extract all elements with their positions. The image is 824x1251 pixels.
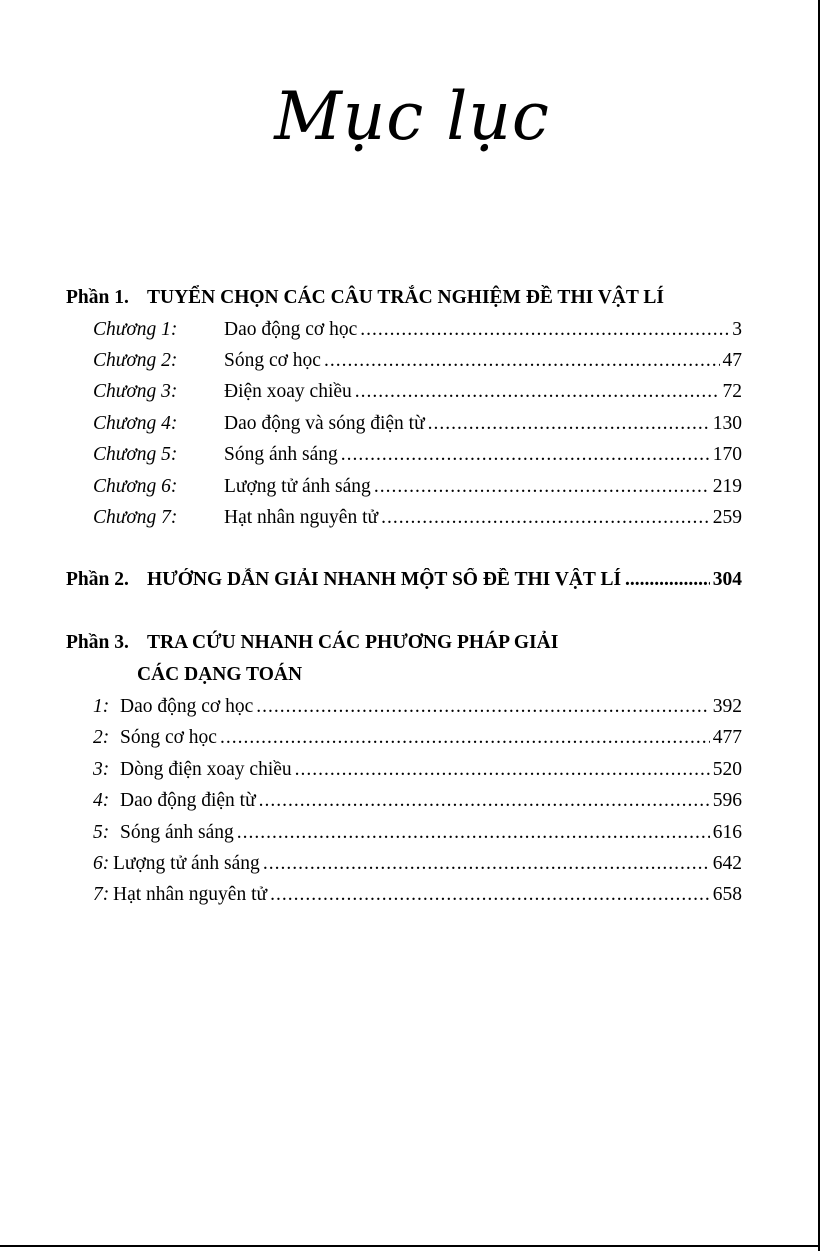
page-number: 3 [732,319,742,340]
chapter-label: Chương 5: [93,444,178,465]
chapter-label: Chương 2: [93,350,178,371]
toc-entry-part1-ch4[interactable] [93,412,742,436]
item-label: 4: [93,790,110,811]
part-3-title-line-2: CÁC DẠNG TOÁN [137,664,303,685]
chapter-title: Điện xoay chiều [224,381,352,402]
item-title: Sóng cơ học [120,727,217,748]
part-1-heading[interactable] [66,286,742,310]
page-number: 520 [712,759,742,780]
chapter-title: Sóng cơ học [224,350,321,371]
dot-leader [263,852,710,876]
page-number: 392 [712,696,742,717]
item-title: Hạt nhân nguyên tử [113,884,268,905]
chapter-title: Dao động và sóng điện từ [224,413,425,434]
dot-leader [360,318,729,342]
item-title: Dao động cơ học [120,696,254,717]
item-label: 1: [93,696,110,717]
part-2-title: HƯỚNG DẪN GIẢI NHANH MỘT SỐ ĐỀ THI VẬT LÍ [147,569,622,590]
chapter-label: Chương 1: [93,319,178,340]
toc-entry-part3-item3[interactable] [93,758,742,782]
part-3-label: Phần 3. [66,632,129,653]
part-1-label: Phần 1. [66,287,129,308]
chapter-label: Chương 7: [93,507,178,528]
item-title: Dòng điện xoay chiều [120,759,292,780]
dot-leader [220,726,710,750]
page-title: Mục lục [274,78,550,155]
dot-leader [237,821,710,845]
part-2-label: Phần 2. [66,569,129,590]
item-label: 7: [93,884,110,905]
dot-leader [259,789,710,813]
page-number: 259 [712,507,742,528]
page-number: 219 [712,476,742,497]
item-title: Lượng tử ánh sáng [113,853,260,874]
page-number: 47 [722,350,742,371]
dot-leader [270,883,710,907]
toc-entry-part1-ch6[interactable] [93,475,742,499]
page-number: 170 [712,444,742,465]
toc-entry-part1-ch7[interactable] [93,506,742,530]
part-3-heading[interactable] [66,631,742,655]
dot-leader [256,695,710,719]
chapter-title: Dao động cơ học [224,319,358,340]
page-number: 72 [722,381,742,402]
toc-entry-part3-item1[interactable] [93,695,742,719]
page-border-right [818,0,820,1251]
dot-leader [324,349,720,373]
item-label: 6: [93,853,110,874]
chapter-title: Lượng tử ánh sáng [224,476,371,497]
dot-leader [374,475,710,499]
toc-entry-part1-ch3[interactable] [93,380,742,404]
page-number: 596 [712,790,742,811]
toc-entry-part1-ch5[interactable] [93,443,742,467]
dot-leader [428,412,710,436]
chapter-title: Hạt nhân nguyên tử [224,507,379,528]
chapter-label: Chương 6: [93,476,178,497]
toc-entry-part1-ch2[interactable] [93,349,742,373]
toc-entry-part3-item2[interactable] [93,726,742,750]
toc-entry-part3-item4[interactable] [93,789,742,813]
part-1-title: TUYỂN CHỌN CÁC CÂU TRẮC NGHIỆM ĐỀ THI VẬT LÍ [147,287,665,308]
part-3-title-line-1: TRA CỨU NHANH CÁC PHƯƠNG PHÁP GIẢI [147,632,559,653]
item-title: Dao động điện từ [120,790,256,811]
page-number: 130 [712,413,742,434]
part-2-heading[interactable] [66,568,742,592]
item-label: 3: [93,759,110,780]
item-label: 2: [93,727,110,748]
item-label: 5: [93,822,110,843]
page-number: 658 [712,884,742,905]
toc-entry-part3-item6[interactable] [93,852,742,876]
toc-entry-part3-item7[interactable] [93,883,742,907]
page-border-bottom [0,1245,820,1247]
chapter-label: Chương 3: [93,381,178,402]
toc-entry-part1-ch1[interactable] [93,318,742,342]
dot-leader [625,568,710,592]
dot-leader [341,443,710,467]
page-number: 304 [712,569,742,590]
dot-leader [295,758,710,782]
page-number: 616 [712,822,742,843]
dot-leader [355,380,720,404]
chapter-label: Chương 4: [93,413,178,434]
chapter-title: Sóng ánh sáng [224,444,338,465]
toc-entry-part3-item5[interactable] [93,821,742,845]
dot-leader [381,506,710,530]
item-title: Sóng ánh sáng [120,822,234,843]
page-number: 642 [712,853,742,874]
page-number: 477 [712,727,742,748]
